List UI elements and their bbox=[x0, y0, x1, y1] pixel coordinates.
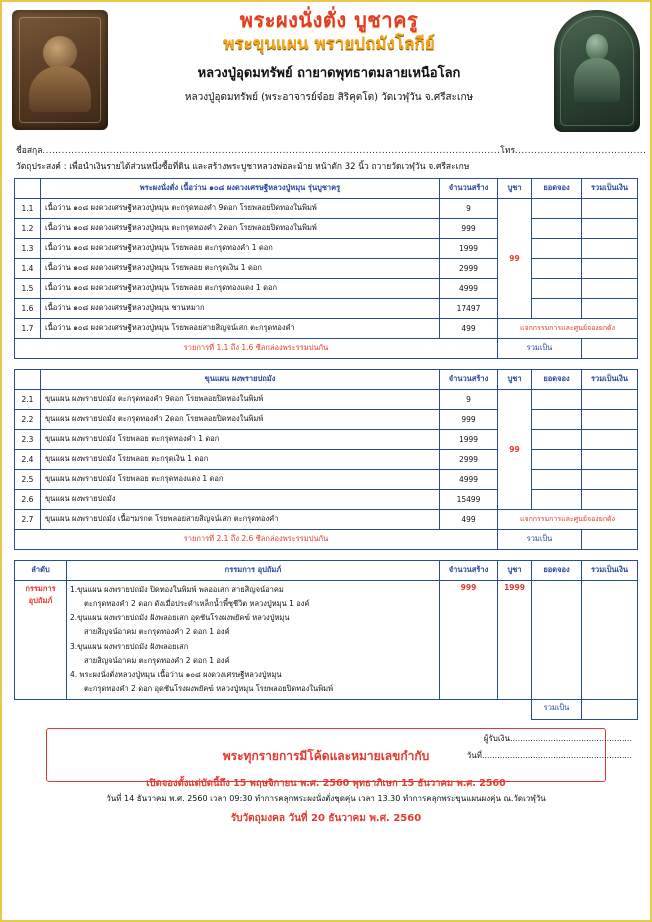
document-header bbox=[2, 2, 650, 142]
th-desc-2: ขุนแผน ผงพรายปถมัง bbox=[41, 369, 440, 389]
buddha-body-icon bbox=[574, 58, 620, 102]
row-boocha-merged: 99 bbox=[498, 389, 532, 509]
th-desc-3: กรรมการ อุปถัมภ์ bbox=[67, 560, 440, 580]
page-title-line2: พระขุนแผน พรายปถมังโลกีย์ bbox=[223, 34, 435, 54]
sum-label: รวมเป็น bbox=[498, 338, 582, 358]
committee-label-line2: อุปถัมภ์ bbox=[28, 595, 53, 605]
row-reserve[interactable] bbox=[532, 278, 582, 298]
table-header-row bbox=[15, 560, 638, 580]
row-total[interactable] bbox=[582, 489, 638, 509]
seal-row bbox=[15, 338, 638, 358]
row-made: 499 bbox=[440, 509, 498, 529]
committee-table bbox=[14, 560, 638, 720]
row-desc: ขุนแผน ผงพรายปถมัง ตะกรุดทองคำ 9ดอก โรยพลอยปิดทองในพิมพ์ bbox=[41, 389, 440, 409]
footer-line-3: รับวัตถุมงคล วันที่ 20 ธันวาคม พ.ศ. 2560 bbox=[230, 813, 422, 825]
committee-sum-row bbox=[15, 699, 638, 719]
th-total-1: รวมเป็นเงิน bbox=[582, 178, 638, 198]
name-field-row bbox=[2, 142, 650, 158]
row-reserve[interactable] bbox=[532, 489, 582, 509]
committee-boocha: 1999 bbox=[498, 580, 532, 699]
footer-line-2: วันที่ 14 ธันวาคม พ.ศ. 2560 เวลา 09:30 ทำการคลุกพระผงนั่งตั่งชุดคุ่น เวลา 13.30 ทำการคลุกพระขุนแผนผงคุ่น ณ.วัดเวฬุวัน bbox=[106, 793, 546, 803]
row-no: 1.4 bbox=[15, 258, 41, 278]
row-desc: ขุนแผน ผงพรายปถมัง โรยพลอย ตะกรุดทองแดง 1 ดอก bbox=[41, 469, 440, 489]
row-desc: เนื้อว่าน ๑๐๘ ผงดวงเศรษฐีหลวงปู่หมุน โรยพลอยสายสิญจน์เสก ตะกรุดทองคำ bbox=[41, 318, 440, 338]
row-made: 1999 bbox=[440, 238, 498, 258]
row-made: 4999 bbox=[440, 278, 498, 298]
table-row bbox=[15, 298, 638, 318]
row-desc: เนื้อว่าน ๑๐๘ ผงดวงเศรษฐีหลวงปู่หมุน โรยพลอย ตะกรุดเงิน 1 ดอก bbox=[41, 258, 440, 278]
committee-items bbox=[67, 580, 440, 699]
row-reserve[interactable] bbox=[532, 218, 582, 238]
committee-item: สายสิญจน์อาคม ตะกรุดทองคำ 2 ดอก 1 องค์ bbox=[84, 627, 230, 637]
row-made: 4999 bbox=[440, 469, 498, 489]
table-row bbox=[15, 218, 638, 238]
table-row bbox=[15, 389, 638, 409]
code-note-text: พระทุกรายการมีโค้ดและหมายเลขกำกับ bbox=[222, 748, 430, 763]
row-total[interactable] bbox=[582, 429, 638, 449]
sum-label: รวมเป็น bbox=[498, 529, 582, 549]
committee-row bbox=[15, 580, 638, 699]
table-section-2 bbox=[2, 365, 650, 550]
row-desc: เนื้อว่าน ๑๐๘ ผงดวงเศรษฐีหลวงปู่หมุน โรยพลอย ตะกรุดทองคำ 1 ดอก bbox=[41, 238, 440, 258]
row-total[interactable] bbox=[582, 218, 638, 238]
amulet-photo-left bbox=[12, 10, 108, 130]
table-row bbox=[15, 449, 638, 469]
row-made: 499 bbox=[440, 318, 498, 338]
sum-value[interactable] bbox=[582, 699, 638, 719]
row-reserve[interactable] bbox=[532, 198, 582, 218]
th-desc-1: พระผงนั่งตั่ง เนื้อว่าน ๑๐๘ ผงดวงเศรษฐีหลวงปู่หมุน รุ่นบูชาครู bbox=[41, 178, 440, 198]
table-row bbox=[15, 509, 638, 529]
th-no-2 bbox=[15, 369, 41, 389]
row-desc: เนื้อว่าน ๑๐๘ ผงดวงเศรษฐีหลวงปู่หมุน ตะกรุดทองคำ 2ดอก โรยพลอยปิดทองในพิมพ์ bbox=[41, 218, 440, 238]
table-row bbox=[15, 238, 638, 258]
row-no: 1.6 bbox=[15, 298, 41, 318]
committee-reserve[interactable] bbox=[532, 580, 582, 699]
product-table-1 bbox=[14, 178, 638, 359]
temple-line: หลวงปู่อุดมทรัพย์ (พระอาจารย์จ๋อย สิริคุตโต) วัดเวฬุวัน จ.ศรีสะเกษ bbox=[184, 92, 474, 104]
row-desc: เนื้อว่าน ๑๐๘ ผงดวงเศรษฐีหลวงปู่หมุน ตะกรุดทองคำ 9ดอก โรยพลอยปิดทองในพิมพ์ bbox=[41, 198, 440, 218]
signature-block bbox=[2, 730, 642, 765]
footer-line-1: เปิดจองตั้งแต่บัดนี้ถึง 15 พฤษจิกายน พ.ศ. 2560 พุทธาภิเษก 15 ธันวาคม พ.ศ. 2560 bbox=[146, 777, 506, 789]
purpose-text: : เพื่อนำเงินรายได้ส่วนหนึ่งซื้อที่ดิน และสร้างพระบูชาหลวงพ่อละม้าย หน้าตัก 32 นิ้ว ถวายวัดเวฬุวัน จ.ศรีสะเกษ bbox=[63, 161, 470, 172]
committee-total[interactable] bbox=[582, 580, 638, 699]
row-reserve[interactable] bbox=[532, 238, 582, 258]
table-row bbox=[15, 278, 638, 298]
table-row bbox=[15, 198, 638, 218]
row-reserve[interactable] bbox=[532, 389, 582, 409]
row-total[interactable] bbox=[582, 278, 638, 298]
row-boocha-merged: 99 bbox=[498, 198, 532, 318]
purpose-row bbox=[2, 158, 650, 174]
th-boocha-3: บูชา bbox=[498, 560, 532, 580]
committee-item: ตะกรุดทองคำ 2 ดอก ดังเมื่อประดำเหล็กน้ำพี้ชุชีวิต หลวงปู่หมุน 1 องค์ bbox=[84, 598, 310, 608]
th-boocha-1: บูชา bbox=[498, 178, 532, 198]
row-desc: เนื้อว่าน ๑๐๘ ผงดวงเศรษฐีหลวงปู่หมุน ชานหมาก bbox=[41, 298, 440, 318]
row-no: 2.6 bbox=[15, 489, 41, 509]
row-no: 2.7 bbox=[15, 509, 41, 529]
row-no: 2.1 bbox=[15, 389, 41, 409]
date-row bbox=[2, 747, 632, 765]
table-row bbox=[15, 318, 638, 338]
row-reserve[interactable] bbox=[532, 258, 582, 278]
row-no: 2.4 bbox=[15, 449, 41, 469]
page-subtitle: หลวงปู่อุดมทรัพย์ ถายาดพุทธาตมลายเหนือโลก bbox=[197, 66, 461, 82]
row-total[interactable] bbox=[582, 258, 638, 278]
row-total[interactable] bbox=[582, 449, 638, 469]
row-reserve[interactable] bbox=[532, 429, 582, 449]
name-label: ชื่อสกุล bbox=[16, 146, 43, 156]
row-made: 2999 bbox=[440, 258, 498, 278]
row-made: 1999 bbox=[440, 429, 498, 449]
table-header-row bbox=[15, 369, 638, 389]
row-no: 2.2 bbox=[15, 409, 41, 429]
receiver-row bbox=[2, 730, 632, 748]
row-total[interactable] bbox=[582, 238, 638, 258]
amulet-photo-right bbox=[554, 10, 640, 132]
row-made: 9 bbox=[440, 389, 498, 409]
committee-item: สายสิญจน์อาคม ตะกรุดทองคำ 2 ดอก 1 องค์ bbox=[84, 655, 230, 665]
row-desc: ขุนแผน ผงพรายปถมัง โรยพลอย ตะกรุดเงิน 1 ดอก bbox=[41, 449, 440, 469]
row-no: 2.3 bbox=[15, 429, 41, 449]
th-order-3: ลำดับ bbox=[15, 560, 67, 580]
row-total[interactable] bbox=[582, 469, 638, 489]
name-input-line[interactable]: ............................................................................................................................................... bbox=[42, 146, 501, 156]
page-title-line1: พระผงนั่งตั่ง บูชาครู bbox=[239, 8, 419, 32]
phone-label: โทร bbox=[500, 146, 516, 156]
phone-input-line[interactable]: ......................................... bbox=[515, 146, 647, 156]
table-row bbox=[15, 429, 638, 449]
table-section-3 bbox=[2, 556, 650, 720]
row-desc: เนื้อว่าน ๑๐๘ ผงดวงเศรษฐีหลวงปู่หมุน โรยพลอย ตะกรุดทองแดง 1 ดอก bbox=[41, 278, 440, 298]
row-made: 999 bbox=[440, 409, 498, 429]
sum-value[interactable] bbox=[582, 338, 638, 358]
row-no: 1.5 bbox=[15, 278, 41, 298]
purpose-label: วัตถุประสงค์ bbox=[16, 161, 61, 172]
buddha-head-icon bbox=[586, 34, 608, 60]
committee-item: 2.ขุนแผน ผงพรายปถมัง ฝังพลอยเสก อุดชันโรงผงพยัคฆ์ หลวงปู่หมุน bbox=[70, 613, 290, 622]
table-row bbox=[15, 258, 638, 278]
row-reserve[interactable] bbox=[532, 409, 582, 429]
row-total[interactable] bbox=[582, 389, 638, 409]
row-no: 2.5 bbox=[15, 469, 41, 489]
row-made: 15499 bbox=[440, 489, 498, 509]
committee-made: 999 bbox=[440, 580, 498, 699]
row-no: 1.1 bbox=[15, 198, 41, 218]
seal-note: รายการที่ 2.1 ถึง 2.6 ซีลกล่องพระรรมปนกัน bbox=[15, 529, 498, 549]
row-reserve[interactable] bbox=[532, 469, 582, 489]
receiver-line[interactable]: ................................................ bbox=[509, 733, 632, 743]
committee-label bbox=[15, 580, 67, 699]
row-total[interactable] bbox=[582, 409, 638, 429]
monk-figure-icon bbox=[43, 36, 77, 70]
footer-notes bbox=[2, 775, 650, 828]
committee-item: ตะกรุดทองคำ 2 ดอก อุดชันโรงผงพยัคฆ์ หลวงปู่หมุน โรยพลอยปิดทองในพิมพ์ bbox=[84, 684, 334, 694]
table-row bbox=[15, 489, 638, 509]
row-desc: ขุนแผน ผงพรายปถมัง โรยพลอย ตะกรุดทองคำ 1 ดอก bbox=[41, 429, 440, 449]
row-total[interactable] bbox=[582, 298, 638, 318]
row-reserve[interactable] bbox=[532, 449, 582, 469]
th-reserve-1: ยอดจอง bbox=[532, 178, 582, 198]
th-total-2: รวมเป็นเงิน bbox=[582, 369, 638, 389]
th-made-1: จำนวนสร้าง bbox=[440, 178, 498, 198]
row-no: 1.2 bbox=[15, 218, 41, 238]
product-table-2 bbox=[14, 369, 638, 550]
table-row bbox=[15, 409, 638, 429]
th-boocha-2: บูชา bbox=[498, 369, 532, 389]
title-block bbox=[108, 8, 550, 105]
row-made: 2999 bbox=[440, 449, 498, 469]
committee-label-line1: กรรมการ bbox=[25, 583, 56, 593]
row-total[interactable] bbox=[582, 198, 638, 218]
seal-row bbox=[15, 529, 638, 549]
row-desc: ขุนแผน ผงพรายปถมัง ตะกรุดทองคำ 2ดอก โรยพลอยปิดทองในพิมพ์ bbox=[41, 409, 440, 429]
date-label: วันที่ bbox=[466, 751, 482, 761]
row-no: 1.3 bbox=[15, 238, 41, 258]
committee-item: 3.ขุนแผน ผงพรายปถมัง ฝังพลอยเสก bbox=[70, 641, 189, 651]
th-reserve-2: ยอดจอง bbox=[532, 369, 582, 389]
date-line[interactable]: ........................................................... bbox=[481, 751, 632, 761]
table-section-1 bbox=[2, 174, 650, 359]
row-made: 17497 bbox=[440, 298, 498, 318]
th-total-3: รวมเป็นเงิน bbox=[582, 560, 638, 580]
row-note: แจกกรรมการและศูนย์จองยกดัง bbox=[498, 509, 638, 529]
row-note: แจกกรรมการและศูนย์จองยกดัง bbox=[498, 318, 638, 338]
row-made: 999 bbox=[440, 218, 498, 238]
seal-note: รายการที่ 1.1 ถึง 1.6 ซีลกล่องพระรรมปนกัน bbox=[15, 338, 498, 358]
th-made-2: จำนวนสร้าง bbox=[440, 369, 498, 389]
committee-item: 1.ขุนแผน ผงพรายปถมัง ปิดทองในพิมพ์ พลออเสก สายสิญจน์อาคม bbox=[70, 584, 284, 594]
table-header-row bbox=[15, 178, 638, 198]
table-row bbox=[15, 469, 638, 489]
th-no-1 bbox=[15, 178, 41, 198]
th-made-3: จำนวนสร้าง bbox=[440, 560, 498, 580]
row-desc: ขุนแผน ผงพรายปถมัง bbox=[41, 489, 440, 509]
row-made: 9 bbox=[440, 198, 498, 218]
committee-item: 4. พระผงนั่งตั่งหลวงปู่หมุน เนื้อว่าน ๑๐๘ ผงดวงเศรษฐีหลวงปู่หมุน bbox=[70, 670, 282, 679]
row-desc: ขุนแผน ผงพรายปถมัง เนื้อฯมรกต โรยพลอยสายสิญจน์เสก ตะกรุดทองคำ bbox=[41, 509, 440, 529]
sum-value[interactable] bbox=[582, 529, 638, 549]
sum-label: รวมเป็น bbox=[532, 699, 582, 719]
th-reserve-3: ยอดจอง bbox=[532, 560, 582, 580]
receiver-label: ผู้รับเงิน bbox=[483, 733, 510, 743]
row-reserve[interactable] bbox=[532, 298, 582, 318]
row-no: 1.7 bbox=[15, 318, 41, 338]
